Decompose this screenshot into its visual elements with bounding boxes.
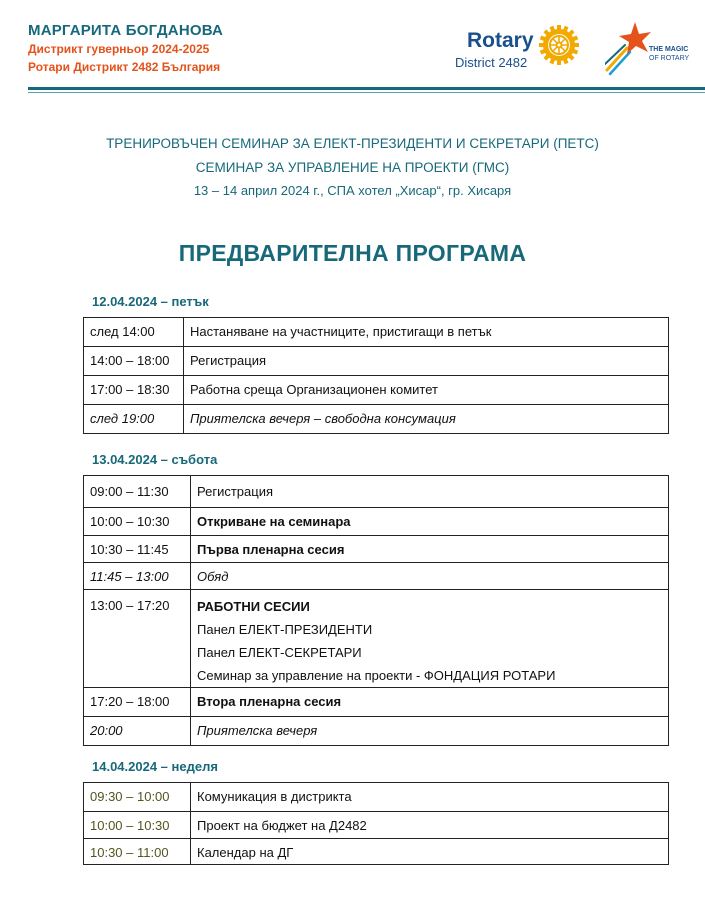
table-row	[84, 318, 669, 347]
magic-logo-line1: THE MAGIC	[649, 46, 689, 53]
event-date-venue: 13 – 14 април 2024 г., СПА хотел „Хисар“, гр. Хисаря	[193, 183, 512, 198]
table-row	[84, 590, 669, 688]
row-activity: Регистрация	[184, 347, 669, 376]
row-time: 10:30 – 11:45	[84, 536, 191, 563]
day-label-sunday: 14.04.2024 – неделя	[92, 759, 218, 774]
page-title: ПРЕДВАРИТЕЛНА ПРОГРАМА	[178, 240, 527, 266]
governor-role: Дистрикт гуверньор 2024-2025	[28, 42, 210, 56]
rotary-wheel-icon	[538, 24, 580, 66]
table-row	[84, 839, 669, 865]
row-time: 09:30 – 10:00	[84, 783, 191, 812]
table-row	[84, 783, 669, 812]
row-time: 14:00 – 18:00	[84, 347, 184, 376]
event-title-line2: СЕМИНАР ЗА УПРАВЛЕНИЕ НА ПРОЕКТИ (ГМС)	[195, 160, 510, 175]
row-activity-group	[191, 590, 669, 688]
magic-logo-line2: OF ROTARY	[649, 55, 690, 62]
table-row	[84, 476, 669, 508]
row-time: 10:30 – 11:00	[84, 839, 191, 865]
row-time: 13:00 – 17:20	[84, 590, 191, 688]
table-row	[84, 536, 669, 563]
district-line: Ротари Дистрикт 2482 България	[28, 60, 221, 74]
magic-of-rotary-logo	[605, 18, 695, 76]
row-time: 10:00 – 10:30	[84, 508, 191, 536]
table-row	[84, 347, 669, 376]
table-row	[84, 812, 669, 839]
session-item: Семинар за управление на проекти - ФОНДАЦИЯ РОТАРИ	[197, 668, 556, 683]
letterhead	[0, 0, 705, 95]
rotary-logo-word: Rotary	[467, 29, 534, 52]
row-time: 20:00	[84, 717, 191, 746]
row-activity: Приятелска вечеря – свободна консумация	[184, 405, 669, 434]
schedule-table-friday	[83, 317, 669, 434]
row-time: 09:00 – 11:30	[84, 476, 191, 508]
header-divider	[28, 87, 705, 90]
table-row	[84, 405, 669, 434]
table-row	[84, 376, 669, 405]
schedule-table-saturday	[83, 475, 669, 746]
row-activity: Първа пленарна сесия	[191, 536, 669, 563]
session-item: Панел ЕЛЕКТ-СЕКРЕТАРИ	[197, 645, 362, 660]
row-time: след 19:00	[84, 405, 184, 434]
row-activity: Комуникация в дистрикта	[191, 783, 669, 812]
table-row	[84, 508, 669, 536]
row-activity: Обяд	[191, 563, 669, 590]
day-label-friday: 12.04.2024 – петък	[92, 294, 209, 309]
session-heading: РАБОТНИ СЕСИИ	[197, 599, 310, 614]
schedule-table-sunday	[83, 782, 669, 865]
row-time: 17:00 – 18:30	[84, 376, 184, 405]
event-title-line1: ТРЕНИРОВЪЧЕН СЕМИНАР ЗА ЕЛЕКТ-ПРЕЗИДЕНТИ И СЕКРЕТАРИ (ПЕТС)	[106, 136, 599, 151]
header-divider-thin	[28, 92, 705, 93]
row-activity: Календар на ДГ	[191, 839, 669, 865]
rotary-logo-district: District 2482	[455, 55, 528, 70]
table-row	[84, 717, 669, 746]
row-activity: Приятелска вечеря	[191, 717, 669, 746]
row-time: след 14:00	[84, 318, 184, 347]
row-activity: Настаняване на участниците, пристигащи в петък	[184, 318, 669, 347]
row-activity: Проект на бюджет на Д2482	[191, 812, 669, 839]
governor-name: МАРГАРИТА БОГДАНОВА	[28, 22, 224, 39]
table-row	[84, 688, 669, 717]
rotary-logo	[455, 20, 590, 75]
row-activity: Регистрация	[191, 476, 669, 508]
row-activity: Втора пленарна сесия	[191, 688, 669, 717]
row-time: 17:20 – 18:00	[84, 688, 191, 717]
session-item: Панел ЕЛЕКТ-ПРЕЗИДЕНТИ	[197, 622, 373, 637]
day-label-saturday: 13.04.2024 – събота	[92, 452, 218, 467]
row-time: 11:45 – 13:00	[84, 563, 191, 590]
table-row	[84, 563, 669, 590]
row-time: 10:00 – 10:30	[84, 812, 191, 839]
row-activity: Работна среща Организационен комитет	[184, 376, 669, 405]
row-activity: Откриване на семинара	[191, 508, 669, 536]
